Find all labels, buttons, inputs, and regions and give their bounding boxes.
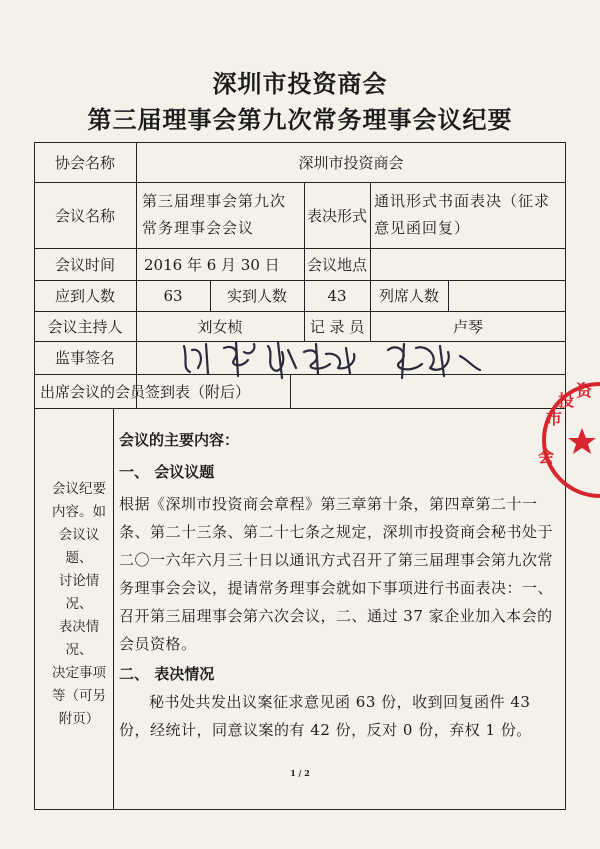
note-line: 决定事项 (52, 665, 106, 681)
supervisor-signatures (178, 338, 488, 382)
signin-sheet-label: 出席会议的会员签到表（附后） (40, 382, 251, 401)
section2-body: 秘书处共发出议案征求意见函 63 份，收到回复函件 43 份，经统计，同意议案的有 42 份，反对 0 份，弃权 1 份。 (119, 693, 532, 739)
observers-label: 列席人数 (378, 287, 439, 305)
document-title-line1: 深圳市投资商会 (212, 70, 388, 98)
note-line: 表决情况、 (58, 619, 100, 658)
section2-title: 二、 表决情况 (119, 665, 215, 683)
actual-attendance-value: 43 (327, 286, 347, 305)
note-line: 内容。如 (52, 504, 106, 520)
note-line: 等（可另 (52, 688, 106, 704)
meeting-name-label: 会议名称 (54, 206, 115, 225)
svg-text:投: 投 (558, 391, 575, 410)
observers-value (448, 280, 566, 311)
expected-attendance-value: 63 (163, 286, 183, 305)
content-guidance-note (48, 478, 110, 731)
meeting-time-label: 会议时间 (54, 255, 115, 274)
recorder-label: 记 录 员 (309, 317, 365, 336)
vote-form-label: 表决形式 (306, 206, 367, 225)
host-label: 会议主持人 (47, 317, 123, 336)
actual-attendance-label: 实到人数 (226, 287, 287, 305)
organization-seal (524, 380, 600, 500)
svg-text:市: 市 (546, 409, 563, 428)
note-line: 附页） (58, 711, 100, 727)
note-line: 会议议题、 (58, 527, 100, 566)
meeting-name-value: 第三届理事会第九次常务理事会会议 (142, 192, 287, 237)
meeting-place-value (370, 248, 566, 280)
table-rule (113, 408, 114, 810)
section1-title: 一、 会议议题 (119, 463, 215, 481)
section1-body: 根据《深圳市投资商会章程》第三章第十条，第四章第二十一条、第二十三条、第二十七条之规定，深圳市投资商会秘书处于二〇一六年六月三十日以通讯方式召开了第三届理事会第九次常务理事会会议，提请常务理事会就如下事项进行书面表决：一、召开第三届理事会第六次会议，二、通过 37 家企业加入本会的会员资格。 (119, 495, 554, 653)
document-title-line2: 第三届理事会第九次常务理事会议纪要 (87, 106, 513, 134)
note-line: 会议纪要 (52, 481, 106, 497)
supervisor-signature-label: 监事签名 (54, 349, 115, 367)
assoc-name-label: 协会名称 (54, 153, 115, 172)
page-number: 1 / 2 (290, 768, 310, 778)
main-content-heading: 会议的主要内容： (119, 431, 240, 449)
assoc-name-value: 深圳市投资商会 (298, 153, 404, 172)
note-line: 讨论情况、 (58, 573, 100, 612)
meeting-time-value: 2016 年 6 月 30 日 (144, 255, 280, 274)
recorder-value: 卢琴 (452, 317, 483, 336)
svg-text:会: 会 (538, 447, 555, 466)
vote-form-value: 通讯形式书面表决（征求意见函回复） (374, 192, 551, 237)
expected-attendance-label: 应到人数 (54, 287, 115, 305)
meeting-place-label: 会议地点 (306, 255, 367, 274)
svg-text:资: 资 (576, 381, 593, 400)
host-value: 刘女桢 (197, 317, 243, 336)
